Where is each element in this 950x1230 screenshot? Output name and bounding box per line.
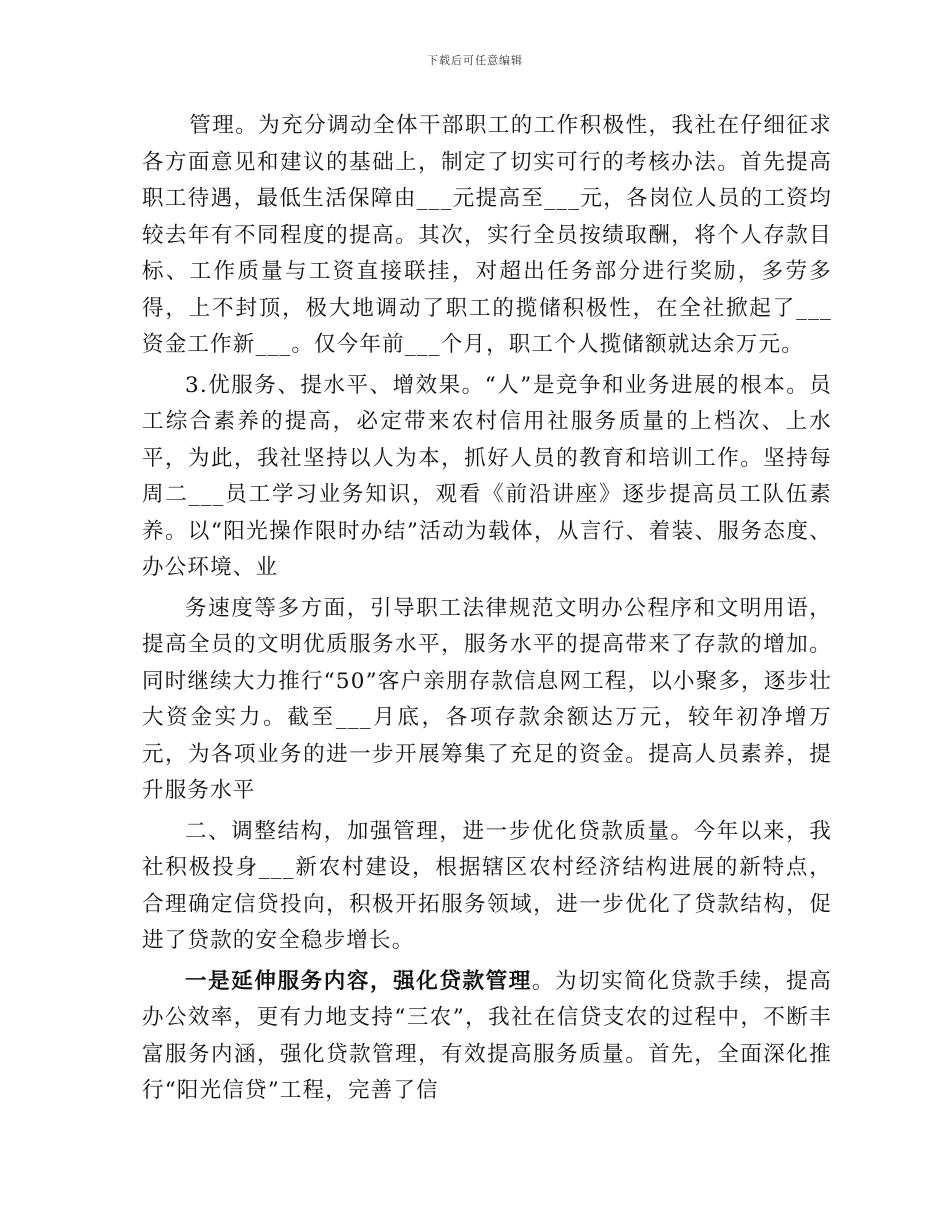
document-body	[142, 108, 832, 1114]
page-header: 下载后可任意编辑	[427, 54, 523, 67]
paragraph-service-speed: 务速度等多方面，引导职工法律规范文明办公程序和文明用语，提高全员的文明优质服务水平，服务水平的提高带来了存款的增加。同时继续大力推行“50”客户亲朋存款信息网工程，以小聚多，逐步壮大资金实力。截至___月底，各项存款余额达万元，较年初净增万元，为各项业务的进一步开展筹集了充足的资金。提高人员素养，提升服务水平	[142, 595, 832, 803]
paragraph-extend-service-text: 。为切实简化贷款手续，提高办公效率，更有力地支持“三农”，我社在信贷支农的过程中，不断丰富服务内涵，强化贷款管理，有效提高服务质量。首先，全面深化推行“阳光信贷”工程，完善了信	[142, 968, 832, 1103]
paragraph-management: 管理。为充分调动全体干部职工的工作积极性，我社在仔细征求各方面意见和建议的基础上，制定了切实可行的考核办法。首先提高职工待遇，最低生活保障由___元提高至___元，各岗位人员的工资均较去年有不同程度的提高。其次，实行全员按绩取酬，将个人存款目标、工作质量与工资直接联挂，对超出任务部分进行奖励，多劳多得，上不封顶，极大地调动了职工的揽储积极性，在全社掀起了___资金工作新___。仅今年前___个月，职工个人揽储额就达余万元。	[142, 113, 832, 357]
paragraph-lead-heading: 一是延伸服务内容，强化贷款管理	[185, 968, 532, 994]
paragraph-structure-adjustment: 二、调整结构，加强管理，进一步优化贷款质量。今年以来，我社积极投身___新农村建设，根据辖区农村经济结构进展的新特点，合理确定信贷投向，积极开拓服务领域，进一步优化了贷款结构，促进了贷款的安全稳步增长。	[142, 818, 832, 953]
paragraph-extend-service	[142, 964, 832, 1110]
paragraph-service-quality: 3.优服务、提水平、增效果。“人”是竞争和业务进展的根本。员工综合素养的提高，必定带来农村信用社服务质量的上档次、上水平，为此，我社坚持以人为本，抓好人员的教育和培训工作。坚持每周二___员工学习业务知识，观看《前沿讲座》逐步提高员工队伍素养。以“阳光操作限时办结”活动为载体，从言行、着装、服务态度、办公环境、业	[142, 372, 832, 580]
